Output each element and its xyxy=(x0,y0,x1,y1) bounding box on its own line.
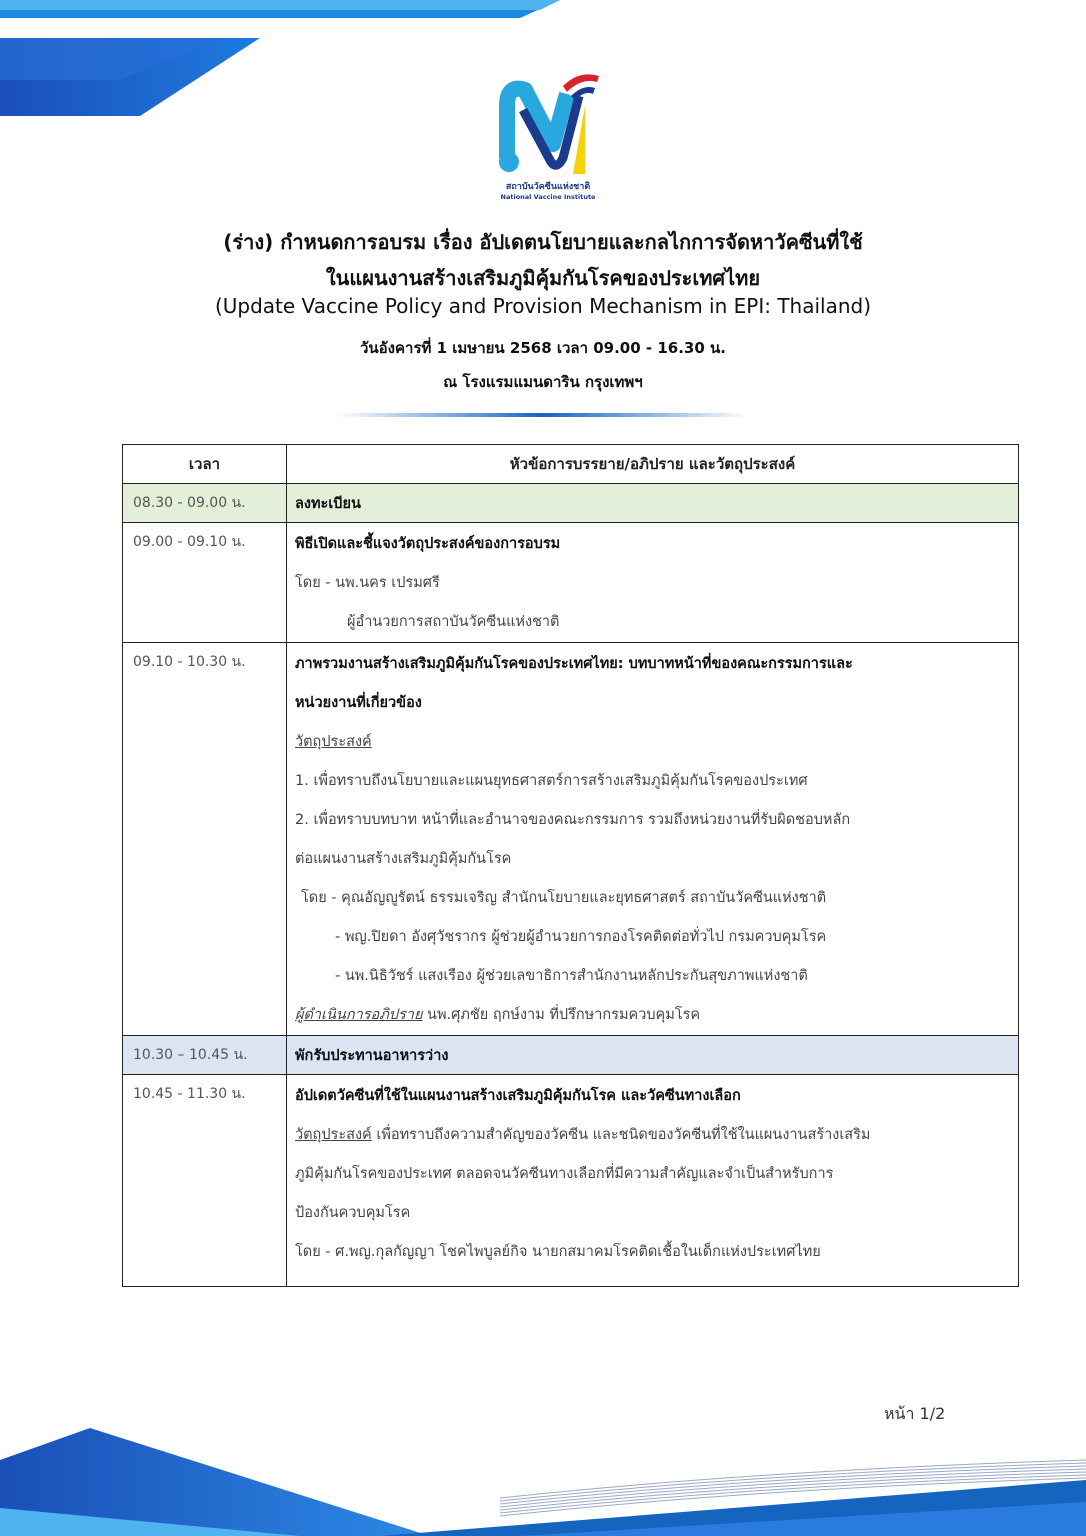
event-date: วันอังคารที่ 1 เมษายน 2568 เวลา 09.00 - 16.30 น. xyxy=(360,339,726,357)
speaker-line: โดย - คุณอัญญูรัตน์ ธรรมเจริญ สำนักนโยบายและยุทธศาสตร์ สถาบันวัคซีนแห่งชาติ xyxy=(301,890,827,906)
moderator-name: นพ.ศุภชัย ฤกษ์งาม ที่ปรึกษากรมควบคุมโรค xyxy=(422,1007,701,1023)
table-header-row xyxy=(123,445,1019,484)
footer-decoration xyxy=(0,1420,1086,1536)
topic-title: พิธีเปิดและชี้แจงวัตถุประสงค์ของการอบรม xyxy=(295,536,561,552)
objective-text-cont: ป้องกันควบคุมโรค xyxy=(295,1205,411,1221)
row-time: 09.00 - 09.10 น. xyxy=(123,523,287,643)
speaker-line: - นพ.นิธิวัชร์ แสงเรือง ผู้ช่วยเลขาธิการสำนักงานหลักประกันสุขภาพแห่งชาติ xyxy=(335,968,808,984)
header-topic: หัวข้อการบรรยาย/อภิปราย และวัตถุประสงค์ xyxy=(287,445,1019,484)
agenda-table xyxy=(122,444,1019,1287)
nvi-logo-icon xyxy=(493,66,603,184)
row-topic xyxy=(287,1036,1019,1075)
objective-item: 1. เพื่อทราบถึงนโยบายและแผนยุทธศาสตร์การสร้างเสริมภูมิคุ้มกันโรคของประเทศ xyxy=(295,773,808,789)
objective-item-cont: ต่อแผนงานสร้างเสริมภูมิคุ้มกันโรค xyxy=(295,851,512,867)
table-row xyxy=(123,523,1019,643)
speaker-role: ผู้อำนวยการสถาบันวัคซีนแห่งชาติ xyxy=(347,614,560,630)
title-line-2: ในแผนงานสร้างเสริมภูมิคุ้มกันโรคของประเทศไทย xyxy=(325,266,761,290)
event-venue: ณ โรงแรมแมนดาริน กรุงเทพฯ xyxy=(443,373,643,391)
objective-text-cont: ภูมิคุ้มกันโรคของประเทศ ตลอดจนวัคซีนทางเลือกที่มีความสำคัญและจำเป็นสำหรับการ xyxy=(295,1166,834,1182)
speaker-line: โดย - นพ.นคร เปรมศรี xyxy=(295,575,440,591)
row-topic xyxy=(287,643,1019,1036)
objective-label: วัตถุประสงค์ xyxy=(295,734,372,750)
row-topic xyxy=(287,523,1019,643)
objective-text: เพื่อทราบถึงความสำคัญของวัคซีน และชนิดของวัคซีนที่ใช้ในแผนงานสร้างเสริม xyxy=(371,1127,871,1143)
logo-text-thai: สถาบันวัคซีนแห่งชาติ xyxy=(505,182,591,192)
objective-label: วัตถุประสงค์ xyxy=(295,1127,372,1143)
title-line-1: (ร่าง) กำหนดการอบรม เรื่อง อัปเดตนโยบายและกลไกการจัดหาวัคซีนที่ใช้ xyxy=(223,230,863,254)
logo-text-english: National Vaccine Institute xyxy=(500,193,596,201)
table-row xyxy=(123,484,1019,523)
objective-line xyxy=(295,1116,1012,1155)
table-row xyxy=(123,643,1019,1036)
topic-title: อัปเดตวัคซีนที่ใช้ในแผนงานสร้างเสริมภูมิคุ้มกันโรค และวัคซีนทางเลือก xyxy=(295,1088,741,1104)
row-topic xyxy=(287,484,1019,523)
title-line-english: (Update Vaccine Policy and Provision Mechanism in EPI: Thailand) xyxy=(214,294,872,318)
speaker-line: โดย - ศ.พญ.กุลกัญญา โชคไพบูลย์กิจ นายกสมาคมโรคติดเชื้อในเด็กแห่งประเทศไทย xyxy=(295,1244,821,1260)
table-row xyxy=(123,1075,1019,1287)
row-time: 09.10 - 10.30 น. xyxy=(123,643,287,1036)
moderator-line xyxy=(295,996,1012,1035)
topic-title: ภาพรวมงานสร้างเสริมภูมิคุ้มกันโรคของประเทศไทย: บทบาทหน้าที่ของคณะกรรมการและ xyxy=(295,656,853,672)
topic-title: ลงทะเบียน xyxy=(295,496,361,512)
table-row xyxy=(123,1036,1019,1075)
row-time: 08.30 - 09.00 น. xyxy=(123,484,287,523)
row-topic xyxy=(287,1075,1019,1287)
topic-title-cont: หน่วยงานที่เกี่ยวข้อง xyxy=(295,695,422,711)
speaker-line: - พญ.ปิยดา อังศุวัชรากร ผู้ช่วยผู้อำนวยการกองโรคติดต่อทั่วไป กรมควบคุมโรค xyxy=(335,929,827,945)
row-time: 10.30 – 10.45 น. xyxy=(123,1036,287,1075)
institute-logo xyxy=(488,66,608,206)
objective-item: 2. เพื่อทราบบทบาท หน้าที่และอำนาจของคณะกรรมการ รวมถึงหน่วยงานที่รับผิดชอบหลัก xyxy=(295,812,851,828)
title-divider xyxy=(336,413,750,417)
moderator-label: ผู้ดำเนินการอภิปราย xyxy=(295,1007,423,1023)
page-number: หน้า 1/2 xyxy=(884,1404,946,1423)
topic-title: พักรับประทานอาหารว่าง xyxy=(295,1048,449,1064)
header-time: เวลา xyxy=(123,445,287,484)
row-time: 10.45 - 11.30 น. xyxy=(123,1075,287,1287)
